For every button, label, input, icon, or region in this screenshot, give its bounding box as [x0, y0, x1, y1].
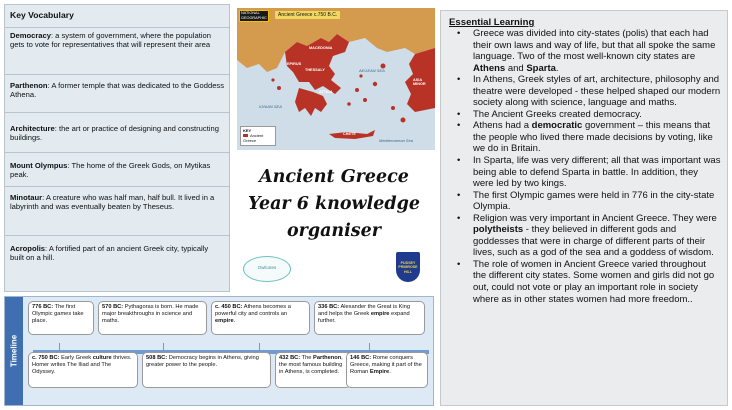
title-line: Ancient Greece	[259, 167, 409, 187]
body-text: Athens had a	[473, 120, 532, 132]
emphasis-text: 432 BC:	[279, 355, 301, 361]
timeline-event	[28, 352, 138, 388]
timeline-event	[314, 301, 425, 335]
map-label: Mediterranean Sea	[379, 138, 414, 143]
emphasis-text: Athens	[473, 62, 506, 74]
emphasis-text: 776 BC:	[32, 304, 54, 310]
map-label: IONIAN SEA	[259, 104, 282, 109]
body-text: Religion was very important in Ancient Greece. They were	[473, 212, 717, 224]
body-text: Greece was divided into city-states (polis) that each had their own laws and way of life, but that all spoke the same language. Two of the most well-known city states are	[473, 28, 716, 63]
vocab-definition: : a system of government, where the population gets to vote for representatives that will represent their area	[10, 30, 211, 50]
body-text: and	[505, 62, 527, 74]
body-text: The Ancient Greeks created democracy.	[473, 108, 642, 120]
vocab-item	[5, 153, 229, 187]
vocab-definition: : A fortified part of an ancient Greek city, typically built on a hill.	[10, 243, 209, 263]
essential-learning-bullet	[449, 120, 721, 155]
timeline-tick	[59, 343, 60, 351]
body-text: .	[233, 318, 236, 324]
body-text: The first Olympic games take place.	[32, 304, 84, 324]
emphasis-text: empire	[370, 311, 390, 317]
map-key	[240, 126, 276, 146]
timeline-event	[275, 352, 351, 388]
essential-learning-panel	[440, 10, 728, 406]
key-swatch	[243, 134, 248, 137]
vocab-definition: : A former temple that was dedicated to the Goddess Athena.	[10, 80, 225, 100]
timeline-tick	[163, 343, 164, 351]
essential-learning-bullet	[449, 109, 721, 121]
school-crest-logo	[396, 252, 420, 282]
vocab-definition: : The home of the Greek Gods, on Mytikas peak.	[10, 160, 211, 180]
emphasis-text: Parthenon	[313, 355, 342, 361]
body-text: Athens becomes a powerful city and controls an	[215, 304, 291, 317]
map-label: AEGEAN SEA	[359, 68, 385, 73]
timeline-event	[142, 352, 271, 388]
body-text: government – this means that the people who lived there made decisions by voting, like we do in Britain.	[473, 120, 713, 155]
essential-learning-bullet	[449, 74, 721, 109]
national-geographic-logo: NATIONAL GEOGRAPHIC	[239, 10, 269, 22]
body-text: Early Greek	[59, 355, 93, 361]
vocab-definition: : the art or practice of designing and constructing buildings.	[10, 123, 219, 143]
vocab-term: Democracy	[10, 30, 51, 40]
emphasis-text: 146 BC:	[350, 355, 372, 361]
emphasis-text: democratic	[531, 120, 583, 132]
body-text: Alexander the Great is King and helps the Greek	[318, 304, 411, 317]
essential-learning-list	[449, 28, 721, 305]
body-text: Pythagoras is born. He made major breakthroughs in science and maths.	[102, 304, 199, 324]
map-key-label: Ancient Greece	[243, 133, 264, 143]
emphasis-text: c. 750 BC:	[32, 355, 60, 361]
body-text: In Sparta, life was very different; all that was important was being able to defend Sparta in battle. In addition, they were led by two kings.	[473, 155, 721, 190]
timeline-event	[28, 301, 94, 335]
vocab-term: Mount Olympus	[10, 160, 68, 170]
vocab-item	[5, 187, 229, 236]
emphasis-text: 570 BC:	[102, 304, 124, 310]
body-text: .	[389, 369, 391, 375]
vocab-term: Parthenon	[10, 80, 48, 90]
emphasis-text: 336 BC:	[318, 304, 340, 310]
essential-learning-bullet	[449, 190, 721, 213]
logo-text: Owlcotes	[257, 265, 277, 270]
essential-learning-bullet	[449, 28, 721, 74]
body-text: expand further.	[318, 311, 410, 324]
essential-learning-heading: Essential Learning	[449, 17, 535, 28]
timeline-tick	[259, 343, 260, 351]
emphasis-text: Empire	[369, 369, 390, 375]
vocab-definition: : A creature who was half man, half bull. It lived in a labyrinth and was eventually beaten by Theseus.	[10, 192, 215, 212]
timeline-event	[98, 301, 207, 335]
emphasis-text: polytheists	[473, 224, 524, 236]
map-label: CRETE	[343, 132, 356, 136]
body-text: thrives. Homer writes The Iliad and The Odyssey.	[32, 355, 132, 375]
timeline-label-bar	[5, 297, 23, 405]
map-label: MACEDONIA	[309, 46, 333, 50]
timeline-tick	[369, 343, 370, 351]
timeline-event	[211, 301, 310, 335]
body-text: Democracy begins in Athens, giving greater power to the people.	[146, 355, 259, 368]
vocab-item	[5, 28, 229, 75]
vocab-term: Acropolis	[10, 243, 46, 253]
title-line: organiser	[286, 221, 382, 241]
timeline-panel	[4, 296, 434, 406]
body-text: The first Olympic games were held in 776 in the city-state Olympia.	[473, 189, 715, 213]
map-key-item	[243, 133, 273, 143]
essential-learning-bullet	[449, 155, 721, 190]
vocab-item	[5, 236, 229, 266]
body-text: - they believed in different gods and goddesses that were in charge of different parts of their lives, such as a god of the sea and a goddess of wisdom.	[473, 224, 714, 259]
body-text: In Athens, Greek styles of art, architecture, philosophy and theatre were developed - these helped shaped our modern society along with science, language and maths.	[473, 74, 721, 109]
vocab-term: Minotaur	[10, 192, 43, 202]
map-label: ATTICA	[319, 90, 333, 94]
essential-learning-bullet	[449, 213, 721, 259]
vocab-item	[5, 75, 229, 113]
map-title: Ancient Greece c.750 B.C.	[275, 11, 340, 19]
owlcotes-logo	[243, 256, 291, 282]
map-label: EPIRUS	[287, 62, 302, 66]
emphasis-text: empire	[215, 318, 234, 324]
vocab-item	[5, 113, 229, 153]
crest-text: PUDSEY	[400, 261, 416, 265]
emphasis-text: culture	[92, 355, 112, 361]
map-label: ASIA MINOR	[413, 78, 426, 86]
timeline-label: Timeline	[9, 334, 19, 368]
body-text: , the most famous building in Athens, is completed.	[279, 355, 343, 375]
crest-text: HILL	[404, 269, 412, 274]
timeline-event	[346, 352, 428, 388]
body-text: .	[555, 62, 559, 74]
body-text: Rome conquers Greece, making it part of the Roman	[350, 355, 422, 375]
vocab-heading: Key Vocabulary	[5, 5, 229, 28]
body-text: The role of women in Ancient Greece varied throughout the different city states. Some women and girls did not go out, could not vote or play an important role in society where as in other states women had more freedom..	[473, 258, 715, 305]
emphasis-text: Sparta	[526, 62, 556, 74]
map-label: THESSALY	[305, 68, 325, 72]
key-vocabulary-panel	[4, 4, 230, 292]
map-key-title: KEY	[243, 128, 252, 133]
ancient-greece-map	[237, 8, 435, 150]
emphasis-text: 508 BC:	[146, 355, 168, 361]
crest-text: PRIMROSE	[398, 265, 418, 270]
emphasis-text: c. 450 BC:	[215, 304, 243, 310]
vocab-term: Architecture	[10, 123, 55, 133]
page-title	[244, 164, 424, 245]
body-text: The	[300, 355, 314, 361]
essential-learning-bullet	[449, 259, 721, 305]
title-line: Year 6 knowledge	[247, 194, 420, 214]
